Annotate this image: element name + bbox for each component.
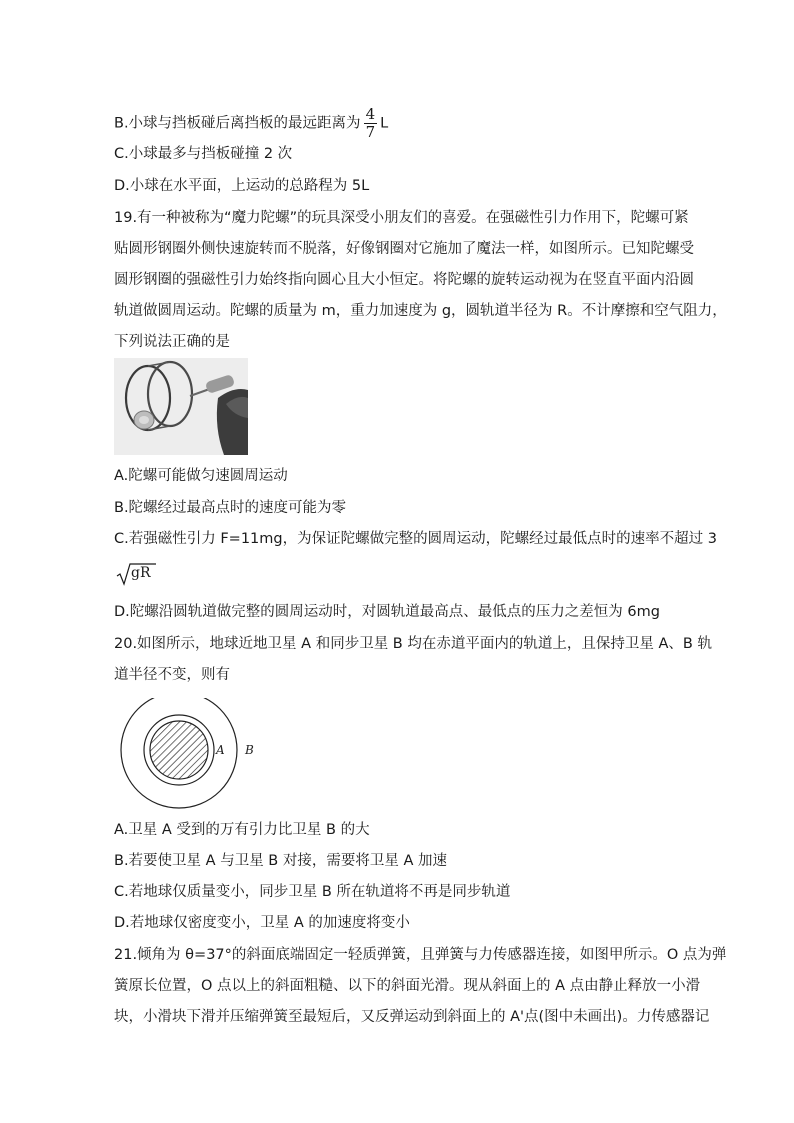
q19-stem-line-3: 圆形钢圈的强磁性引力始终指向圆心且大小恒定。将陀螺的旋转运动视为在竖直平面内沿圆 [114,272,694,288]
magic-top-photo-drawing [114,358,248,455]
q20-option-d: D.若地球仅密度变小，卫星 A 的加速度将变小 [114,915,410,931]
q20-stem-line-2: 道半径不变，则有 [114,667,230,683]
q20-option-c: C.若地球仅质量变小，同步卫星 B 所在轨道将不再是同步轨道 [114,884,511,900]
q19-option-a: A.陀螺可能做匀速圆周运动 [114,468,288,484]
q18-option-d: D.小球在水平面，上运动的总路程为 5L [114,178,370,194]
q19-option-b: B.陀螺经过最高点时的速度可能为零 [114,500,347,516]
q21-stem-line-1: 21.倾角为 θ=37°的斜面底端固定一轻质弹簧，且弹簧与力传感器连接，如图甲所示。O 点为弹 [114,947,727,963]
orbit-diagram-drawing [118,698,278,812]
q19-stem-line-1: 19.有一种被称为“魔力陀螺”的玩具深受小朋友们的喜爱。在强磁性引力作用下，陀螺可紧 [114,210,689,226]
q20-option-a: A.卫星 A 受到的万有引力比卫星 B 的大 [114,822,370,838]
q20-option-b: B.若要使卫星 A 与卫星 B 对接，需要将卫星 A 加速 [114,853,447,869]
magic-top-photo [114,358,248,455]
q19-stem-line-5: 下列说法正确的是 [114,334,230,350]
fraction: $\frac{4}{7}$ [365,105,376,141]
label-b: B [245,743,254,757]
q21-stem-line-2: 簧原长位置，O 点以上的斜面粗糙、以下的斜面光滑。现从斜面上的 A 点由静止释放一小滑 [114,978,701,994]
earth [150,721,208,779]
q19-stem-line-4: 轨道做圆周运动。陀螺的质量为 m，重力加速度为 g，圆轨道半径为 R。不计摩擦和空气阻力， [114,303,727,319]
orbit-diagram [118,698,278,816]
q21-stem-line-3: 块，小滑块下滑并压缩弹簧至最短后，又反弹运动到斜面上的 A'点(图中未画出)。力传感器记 [114,1009,710,1025]
q19-option-c: C.若强磁性引力 F=11mg，为保证陀螺做完整的圆周运动，陀螺经过最低点时的速率不超过 3 [114,531,717,547]
label-a: A [216,743,225,757]
q19-option-d: D.陀螺沿圆轨道做完整的圆周运动时，对圆轨道最高点、最低点的压力之差恒为 6mg [114,604,660,620]
q18-option-c: C.小球最多与挡板碰撞 2 次 [114,146,293,162]
q19-stem-line-2: 贴圆形钢圈外侧快速旋转而不脱落，好像钢圈对它施加了魔法一样，如图所示。已知陀螺受 [114,241,694,257]
q20-stem-line-1: 20.如图所示，地球近地卫星 A 和同步卫星 B 均在赤道平面内的轨道上，且保持卫星 A、B 轨 [114,636,712,652]
q18-option-b: B.小球与挡板碰后离挡板的最远距离为 $\frac{4}{7}$ L [114,105,389,141]
